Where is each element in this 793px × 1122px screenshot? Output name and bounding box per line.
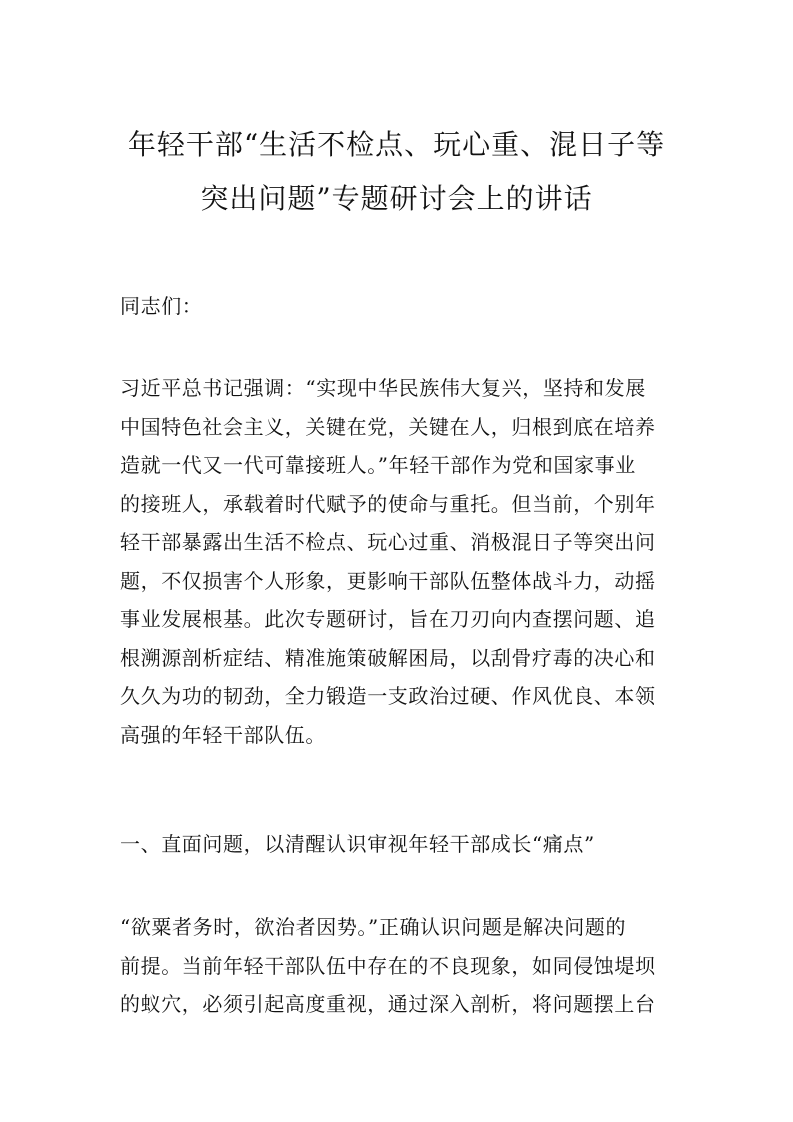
salutation <box>120 287 675 326</box>
paragraph-intro <box>120 369 675 754</box>
text-line: 久久为功的韧劲，全力锻造一支政治过硬、作风优良、本领 <box>120 684 656 708</box>
text-line: 题，不仅损害个人形象，更影响干部队伍整体战斗力，动摇 <box>120 568 656 593</box>
text-line: 的蚁穴，必须引起高度重视，通过深入剖析，将问题摆上台 <box>120 992 656 1016</box>
text-line: 习近平总书记强调：“实现中华民族伟大复兴，坚持和发展 <box>120 376 646 400</box>
text-line: 中国特色社会主义，关键在党，关键在人，归根到底在培养 <box>120 414 656 439</box>
paragraph-section-1 <box>120 908 675 1024</box>
text-line: “欲粟者务时，欲治者因势。”正确认识问题是解决问题的 <box>120 915 627 939</box>
text-line: 造就一代又一代可靠接班人。”年轻干部作为党和国家事业 <box>120 453 636 477</box>
text-line: 事业发展根基。此次专题研讨，旨在刀刃向内查摆问题、追 <box>120 607 656 631</box>
text-line: 根溯源剖析症结、精准施策破解困局，以刮骨疗毒的决心和 <box>120 645 656 670</box>
salutation-text: 同志们： <box>120 294 203 318</box>
text-line: 前提。当前年轻干部队伍中存在的不良现象，如同侵蚀堤坝 <box>120 953 656 978</box>
text-line: 高强的年轻干部队伍。 <box>120 722 326 747</box>
document-title <box>100 118 693 226</box>
text-line: 的接班人，承载着时代赋予的使命与重托。但当前，个别年 <box>120 491 656 516</box>
title-line: 年轻干部“生活不检点、玩心重、混日子等 <box>127 128 666 161</box>
section-heading <box>120 825 675 864</box>
text-line: 轻干部暴露出生活不检点、玩心过重、消极混日子等突出问 <box>120 530 656 554</box>
title-line: 突出问题”专题研讨会上的讲话 <box>200 182 593 215</box>
section-heading-text: 一、直面问题，以清醒认识审视年轻干部成长“痛点” <box>120 832 595 856</box>
